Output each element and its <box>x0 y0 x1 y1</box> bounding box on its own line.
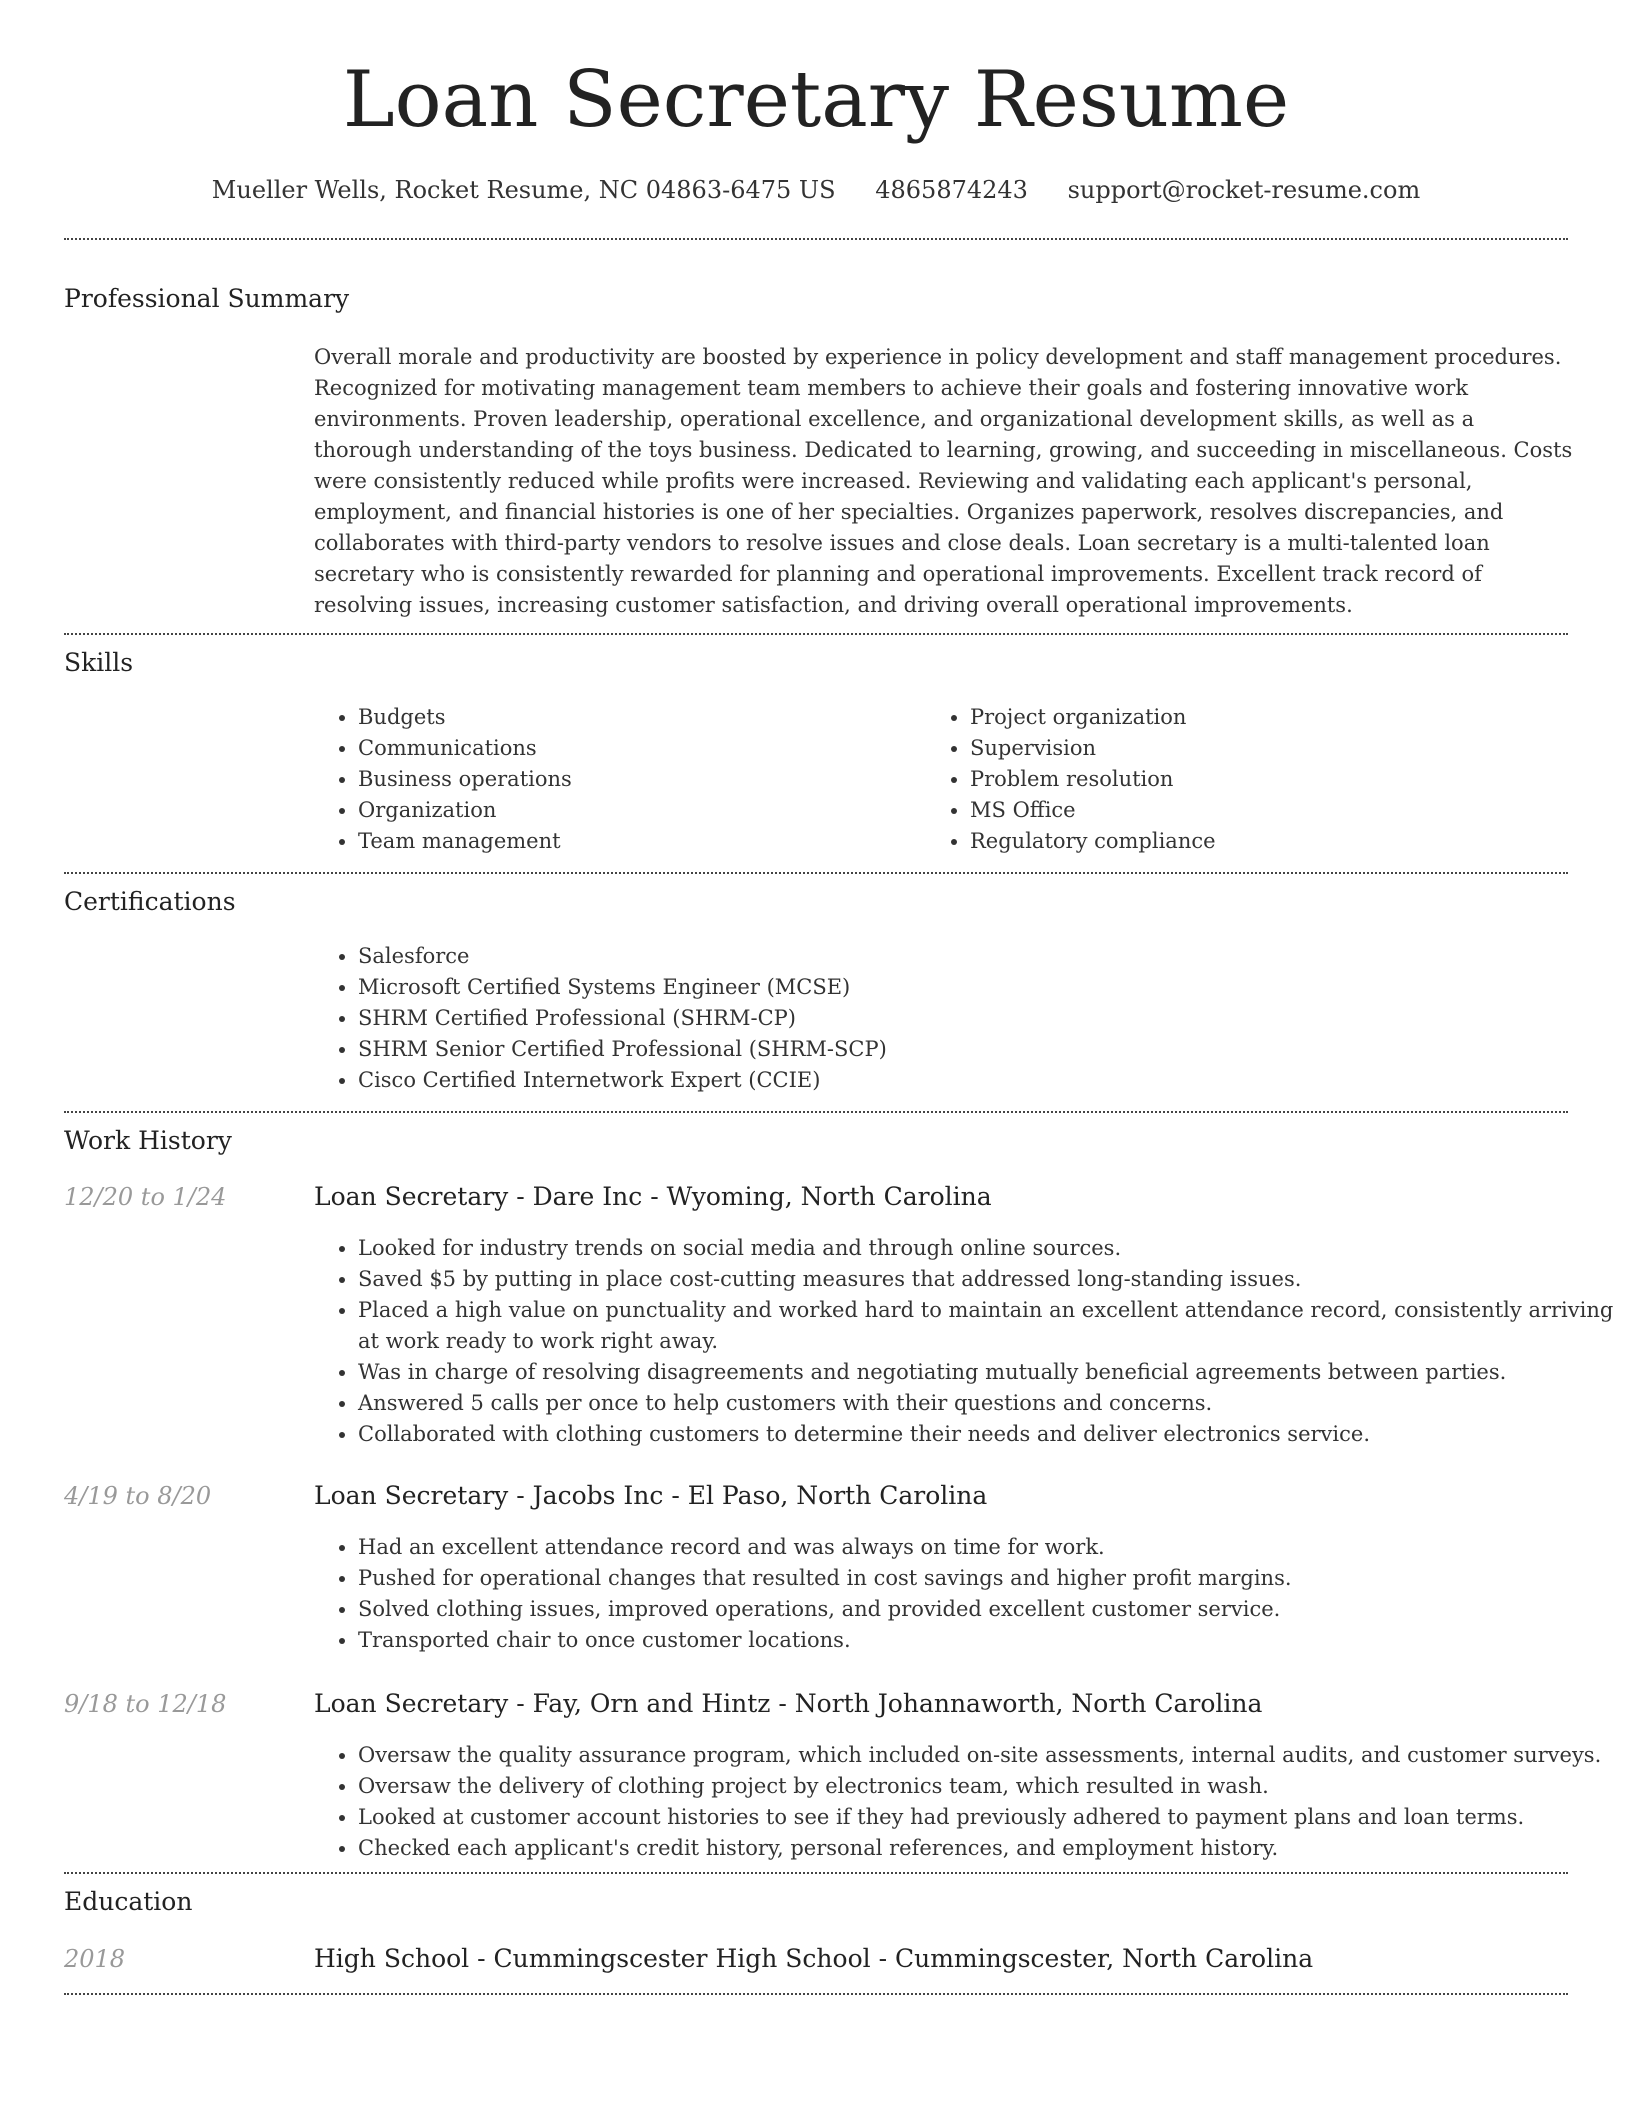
contact-email: support@rocket-resume.com <box>1067 176 1421 204</box>
certification-item: • Cisco Certified Internetwork Expert (CCIE) <box>358 1065 1578 1096</box>
job-title: Loan Secretary - Fay, Orn and Hintz - North Johannaworth, North Carolina <box>314 1689 1263 1718</box>
skill-item: • Communications <box>358 733 918 764</box>
job-bullet: • Pushed for operational changes that resulted in cost savings and higher profit margins. <box>358 1563 1620 1594</box>
job-bullet: • Saved $5 by putting in place cost-cutting measures that addressed long-standing issues. <box>358 1264 1620 1295</box>
section-title-work-history: Work History <box>64 1126 232 1155</box>
certifications-list <box>314 941 1578 1096</box>
job-bullet: • Transported chair to once customer locations. <box>358 1625 1620 1656</box>
divider <box>64 238 1568 240</box>
divider <box>64 1111 1568 1113</box>
job-bullet: • Solved clothing issues, improved operations, and provided excellent customer service. <box>358 1594 1620 1625</box>
summary-text: Overall morale and productivity are boosted by experience in policy development and staff management procedures. Recognized for motivating management team members to achieve their goals and fostering innovative work environments. Proven leadership, operational excellence, and organizational development skills, as well as a thorough understanding of the toys business. Dedicated to learning, growing, and succeeding in miscellaneous. Costs were consistently reduced while profits were increased. Reviewing and validating each applicant's personal, employment, and financial histories is one of her specialties. Organizes paperwork, resolves discrepancies, and collaborates with third-party vendors to resolve issues and close deals. Loan secretary is a multi-talented loan secretary who is consistently rewarded for planning and operational improvements. Excellent track record of resolving issues, increasing customer satisfaction, and driving overall operational improvements. <box>314 345 1573 617</box>
job-bullet: • Collaborated with clothing customers to determine their needs and deliver electronics service. <box>358 1419 1620 1450</box>
certification-item: • SHRM Senior Certified Professional (SHRM-SCP) <box>358 1034 1578 1065</box>
job-bullet: • Placed a high value on punctuality and worked hard to maintain an excellent attendance record, consistently arriving at work ready to work right away. <box>358 1295 1620 1357</box>
certification-item: • Microsoft Certified Systems Engineer (MCSE) <box>358 972 1578 1003</box>
job-bullet: • Oversaw the delivery of clothing project by electronics team, which resulted in wash. <box>358 1771 1620 1802</box>
skill-item: • MS Office <box>970 795 1570 826</box>
certification-item: • Salesforce <box>358 941 1578 972</box>
contact-phone: 4865874243 <box>875 176 1028 204</box>
job-dates: 9/18 to 12/18 <box>64 1690 227 1718</box>
section-title-education: Education <box>64 1887 193 1916</box>
divider <box>64 633 1568 635</box>
job-bullets <box>314 1233 1620 1450</box>
job-bullets <box>314 1740 1620 1864</box>
skill-item: • Team management <box>358 826 918 857</box>
job-bullet: • Looked at customer account histories to see if they had previously adhered to payment plans and loan terms. <box>358 1802 1620 1833</box>
skill-item: • Business operations <box>358 764 918 795</box>
job-bullet: • Was in charge of resolving disagreements and negotiating mutually beneficial agreements between parties. <box>358 1357 1620 1388</box>
divider <box>64 1993 1568 1995</box>
skill-item: • Supervision <box>970 733 1570 764</box>
skill-item: • Project organization <box>970 702 1570 733</box>
job-title: Loan Secretary - Jacobs Inc - El Paso, North Carolina <box>314 1481 988 1510</box>
education-year: 2018 <box>64 1945 126 1973</box>
job-bullet: • Answered 5 calls per once to help customers with their questions and concerns. <box>358 1388 1620 1419</box>
certification-item: • SHRM Certified Professional (SHRM-CP) <box>358 1003 1578 1034</box>
section-title-summary: Professional Summary <box>64 284 350 313</box>
skill-item: • Problem resolution <box>970 764 1570 795</box>
contact-address: Mueller Wells, Rocket Resume, NC 04863-6475 US <box>211 176 836 204</box>
job-bullet: • Checked each applicant's credit history, personal references, and employment history. <box>358 1833 1620 1864</box>
divider <box>64 872 1568 874</box>
skills-list-right <box>926 702 1570 857</box>
skill-item: • Regulatory compliance <box>970 826 1570 857</box>
resume-title: Loan Secretary Resume <box>342 55 1290 145</box>
education-entry: High School - Cummingscester High School - Cummingscester, North Carolina <box>314 1944 1314 1973</box>
divider <box>64 1872 1568 1874</box>
section-title-certifications: Certifications <box>64 887 236 916</box>
skills-list-left <box>314 702 918 857</box>
job-dates: 12/20 to 1/24 <box>64 1183 227 1211</box>
job-title: Loan Secretary - Dare Inc - Wyoming, North Carolina <box>314 1182 992 1211</box>
contact-line <box>0 170 1632 210</box>
job-bullet: • Oversaw the quality assurance program, which included on-site assessments, internal audits, and customer surveys. <box>358 1740 1620 1771</box>
skill-item: • Budgets <box>358 702 918 733</box>
job-bullet: • Had an excellent attendance record and was always on time for work. <box>358 1532 1620 1563</box>
job-bullet: • Looked for industry trends on social media and through online sources. <box>358 1233 1620 1264</box>
job-dates: 4/19 to 8/20 <box>64 1482 212 1510</box>
job-bullets <box>314 1532 1620 1656</box>
section-title-skills: Skills <box>64 648 134 677</box>
skill-item: • Organization <box>358 795 918 826</box>
